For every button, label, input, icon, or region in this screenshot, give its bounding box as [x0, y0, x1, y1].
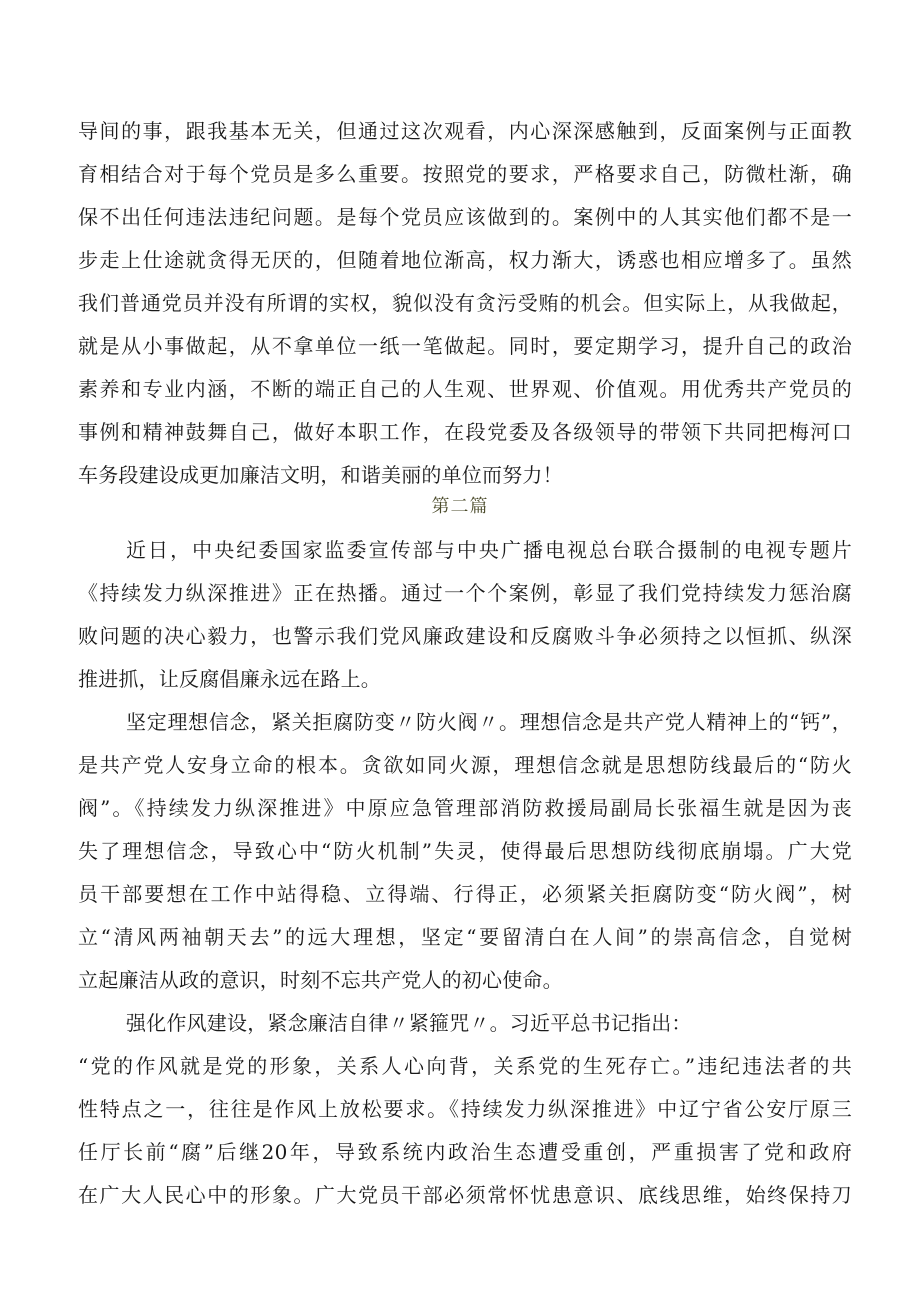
body-text-line: 车务段建设成更加廉洁文明，和谐美丽的单位而努力！	[78, 463, 563, 487]
body-text-line: 是共产党人安身立命的根本。贪欲如同火源，理想信念就是思想防线最后的“防火	[78, 753, 852, 777]
body-text-line: 事例和精神鼓舞自己，做好本职工作，在段党委及各级领导的带领下共同把梅河口	[78, 420, 852, 444]
body-text-line: 失了理想信念，导致心中“防火机制”失灵，使得最后思想防线彻底崩塌。广大党	[78, 839, 852, 863]
body-text-line: 立起廉洁从政的意识，时刻不忘共产党人的初心使命。	[78, 968, 563, 992]
section-heading: 第二篇	[431, 496, 489, 517]
paragraph-first-line: 强化作风建设，紧念廉洁自律〃紧箍咒〃。习近平总书记指出：	[126, 1011, 692, 1035]
body-text-line: 《持续发力纵深推进》正在热播。通过一个个案例，彰显了我们党持续发力惩治腐	[78, 581, 852, 605]
body-text-line: 育相结合对于每个党员是多么重要。按照党的要求，严格要求自己，防微杜渐，确	[78, 162, 852, 186]
body-text-line: 任厅长前“腐”后继20年，导致系统内政治生态遭受重创，严重损害了党和政府	[78, 1140, 852, 1164]
body-text-line: 败问题的决心毅力，也警示我们党风廉政建设和反腐败斗争必须持之以恒抓、纵深	[78, 624, 852, 648]
paragraph-first-line: 坚定理想信念，紧关拒腐防变〃防火阀〃。理想信念是共产党人精神上的“钙”，	[126, 710, 852, 734]
body-text-line: 性特点之一，往往是作风上放松要求。《持续发力纵深推进》中辽宁省公安厅原三	[78, 1097, 852, 1121]
paragraph-first-line: 近日，中央纪委国家监委宣传部与中央广播电视总台联合摄制的电视专题片	[126, 538, 852, 562]
body-text-line: 员干部要想在工作中站得稳、立得端、行得正，必须紧关拒腐防变“防火阀”，树	[78, 882, 852, 906]
body-text-line: 阀”。《持续发力纵深推进》中原应急管理部消防救援局副局长张福生就是因为丧	[78, 796, 852, 820]
body-text-line: “党的作风就是党的形象，关系人心向背，关系党的生死存亡。”违纪违法者的共	[78, 1054, 852, 1078]
body-text-line: 就是从小事做起，从不拿单位一纸一笔做起。同时，要定期学习，提升自己的政治	[78, 334, 852, 358]
body-text-line: 在广大人民心中的形象。广大党员干部必须常怀忧患意识、底线思维，始终保持刀	[78, 1183, 852, 1207]
body-text-line: 立“清风两袖朝天去”的远大理想，坚定“要留清白在人间”的崇高信念，自觉树	[78, 925, 852, 949]
body-text-line: 推进抓，让反腐倡廉永远在路上。	[78, 667, 381, 691]
body-text-line: 我们普通党员并没有所谓的实权，貌似没有贪污受贿的机会。但实际上，从我做起，	[78, 291, 852, 315]
body-text-line: 保不出任何违法违纪问题。是每个党员应该做到的。案例中的人其实他们都不是一	[78, 205, 852, 229]
body-text-line: 素养和专业内涵，不断的端正自己的人生观、世界观、价值观。用优秀共产党员的	[78, 377, 852, 401]
body-text-line: 步走上仕途就贪得无厌的，但随着地位渐高，权力渐大，诱惑也相应增多了。虽然	[78, 248, 852, 272]
body-text-line: 导间的事，跟我基本无关，但通过这次观看，内心深深感触到，反面案例与正面教	[78, 119, 852, 143]
